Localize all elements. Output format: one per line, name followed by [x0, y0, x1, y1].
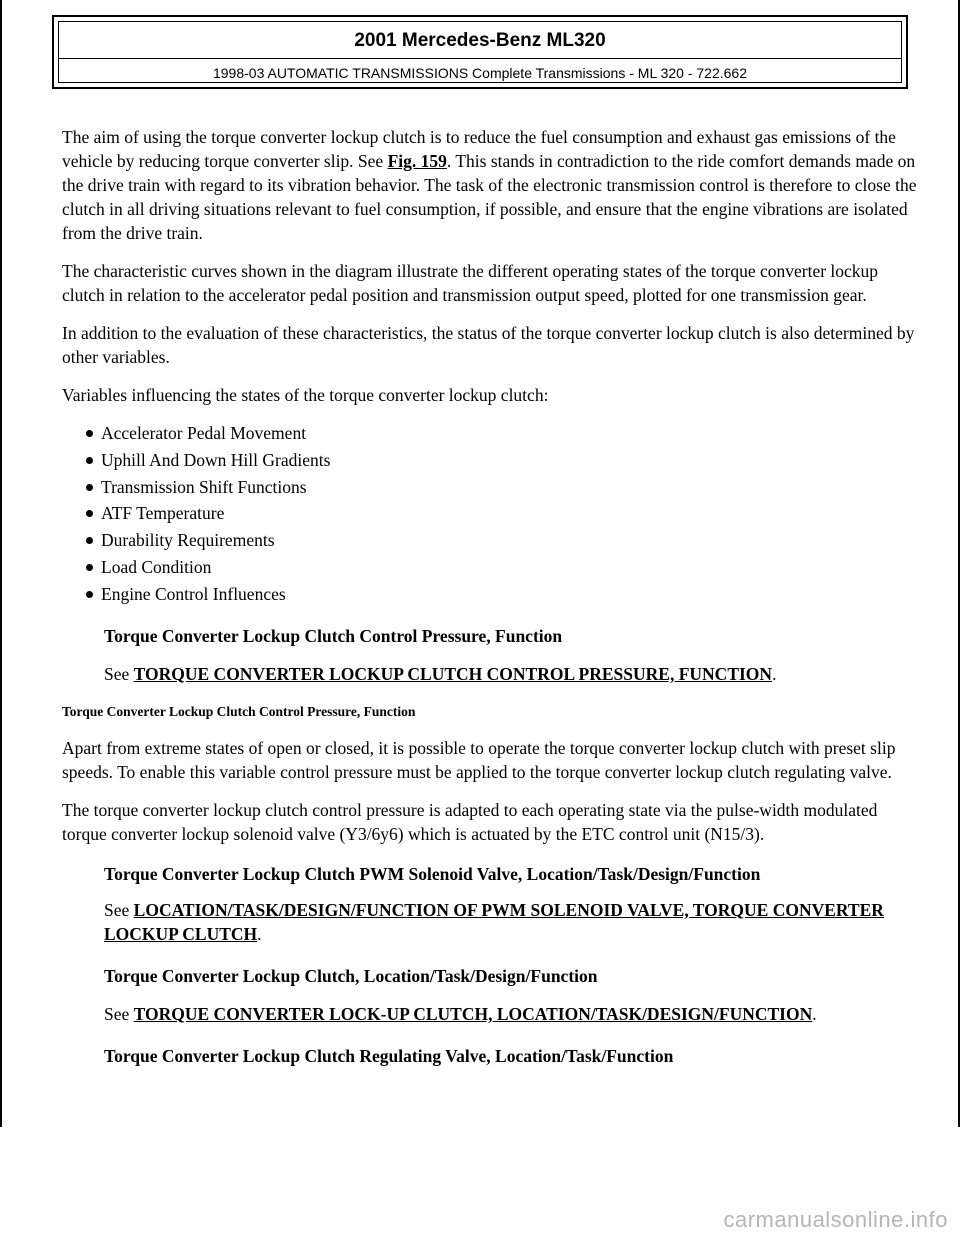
bullet-icon [86, 564, 93, 571]
header-title: 2001 Mercedes-Benz ML320 [354, 30, 606, 51]
list-item-label: Transmission Shift Functions [101, 476, 307, 497]
reference-block-pwm-solenoid [104, 862, 922, 946]
paragraph-list-intro: Variables influencing the states of the torque converter lockup clutch: [62, 385, 549, 405]
document-header [52, 15, 908, 89]
reference-see-line [104, 898, 922, 946]
paragraph-intro-text-cont: . This stands in contradiction to the ride comfort demands made on the drive train with regard to its vibration behavior. The task of the electronic transmission control is therefore to close the clutch in all driving situations relevant to fuel consumption, if possible, and ensure that the engine vibrations are isolated from the drive train. [62, 151, 917, 243]
reference-see-line [104, 662, 922, 686]
see-label: See [104, 663, 134, 684]
list-item [86, 582, 922, 606]
fig-159-link[interactable]: Fig. 159 [387, 151, 447, 171]
reference-heading: Torque Converter Lockup Clutch Regulating Valve, Location/Task/Function [104, 1045, 674, 1066]
page-footer [0, 1127, 960, 1242]
reference-see-line [104, 1002, 922, 1026]
paragraph-intro [62, 125, 922, 245]
paragraph-variables: In addition to the evaluation of these characteristics, the status of the torque converter lockup clutch is also determined by other variables. [62, 323, 915, 367]
list-item-label: Load Condition [101, 556, 212, 577]
lockup-clutch-function-link[interactable]: TORQUE CONVERTER LOCK-UP CLUTCH, LOCATION/TASK/DESIGN/FUNCTION [133, 1003, 813, 1024]
bullet-icon [86, 484, 93, 491]
paragraph-intro-text: The aim of using the torque converter lockup clutch is to reduce the fuel consumption and exhaust gas emissions of the vehicle by reducing torque converter slip. See [62, 127, 896, 171]
bullet-icon [86, 510, 93, 517]
bullet-icon [86, 591, 93, 598]
watermark: carmanualsonline.info [723, 1207, 948, 1232]
variables-list [62, 421, 922, 606]
paragraph-pwm-valve: The torque converter lockup clutch control pressure is adapted to each operating state via the pulse-width modulated torque converter lockup solenoid valve (Y3/6y6) which is actuated by the ETC control unit (N15/3). [62, 799, 878, 844]
list-item-label: Accelerator Pedal Movement [101, 423, 307, 443]
reference-block-lockup-clutch [104, 964, 922, 1026]
bullet-icon [86, 537, 93, 544]
list-item-label: Engine Control Influences [101, 583, 286, 604]
see-label: See [104, 1003, 134, 1024]
reference-block-control-pressure [104, 624, 922, 686]
paragraph-curves: The characteristic curves shown in the diagram illustrate the different operating states of the torque converter lockup clutch in relation to the accelerator pedal position and transmission output speed, plotted for one transmission gear. [62, 261, 879, 305]
reference-heading: Torque Converter Lockup Clutch Control Pressure, Function [104, 625, 563, 646]
list-item-label: Durability Requirements [101, 530, 275, 551]
header-divider [59, 58, 901, 59]
see-line-end: . [772, 663, 777, 684]
list-item-label: Uphill And Down Hill Gradients [101, 449, 331, 470]
paragraph-slip-speeds: Apart from extreme states of open or closed, it is possible to operate the torque converter lockup clutch with preset slip speeds. To enable this variable control pressure must be applied to the torque converter lockup clutch regulating valve. [62, 737, 896, 782]
document-body [62, 125, 922, 1082]
reference-heading: Torque Converter Lockup Clutch, Location/Task/Design/Function [104, 965, 598, 986]
list-item [86, 555, 922, 579]
header-inner-frame [58, 21, 902, 83]
see-line-end: . [257, 923, 262, 944]
header-subtitle: 1998-03 AUTOMATIC TRANSMISSIONS Complete Transmissions - ML 320 - 722.662 [212, 65, 748, 81]
see-label: See [104, 899, 134, 920]
bullet-icon [86, 430, 93, 437]
list-item [86, 421, 922, 445]
list-item-label: ATF Temperature [101, 503, 225, 524]
pwm-solenoid-valve-link[interactable]: LOCATION/TASK/DESIGN/FUNCTION OF PWM SOLENOID VALVE, TORQUE CONVERTER LOCKUP CLUTCH [104, 899, 884, 944]
list-item [86, 501, 922, 525]
reference-block-regulating-valve [104, 1044, 922, 1068]
section-heading: Torque Converter Lockup Clutch Control Pressure, Function [62, 703, 416, 719]
see-line-end: . [812, 1003, 817, 1024]
control-pressure-function-link[interactable]: TORQUE CONVERTER LOCKUP CLUTCH CONTROL PRESSURE, FUNCTION [133, 663, 773, 684]
bullet-icon [86, 457, 93, 464]
reference-heading: Torque Converter Lockup Clutch PWM Solenoid Valve, Location/Task/Design/Function [104, 863, 761, 884]
list-item [86, 475, 922, 499]
list-item [86, 448, 922, 472]
list-item [86, 528, 922, 552]
page-left-border [0, 0, 2, 1127]
